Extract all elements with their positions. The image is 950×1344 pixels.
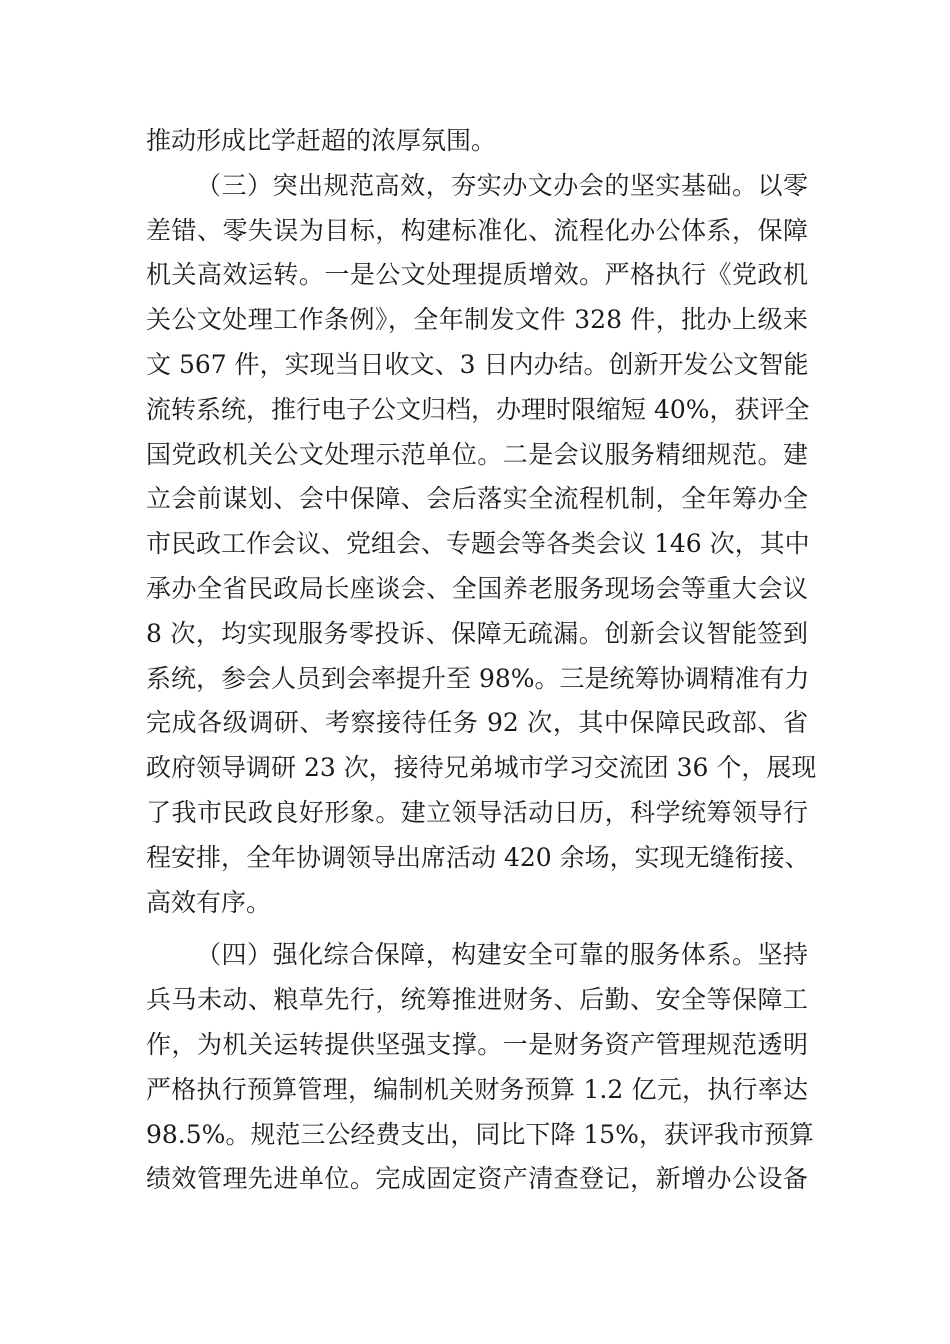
text-line: 政府领导调研 23 次，接待兄弟城市学习交流团 36 个，展现 (146, 753, 817, 783)
text-line: 国党政机关公文处理示范单位。二是会议服务精细规范。建 (146, 439, 808, 469)
text-line: 推动形成比学赶超的浓厚氛围。 (146, 126, 497, 155)
text-line: 流转系统，推行电子公文归档，办理时限缩短 40%，获评全 (146, 394, 810, 424)
text-line: 8 次，均实现服务零投诉、保障无疏漏。创新会议智能签到 (146, 618, 808, 648)
section-heading-line: （三）突出规范高效，夯实办文办会的坚实基础。以零 (196, 170, 808, 200)
text-line: 高效有序。 (146, 887, 272, 917)
text-line: 作，为机关运转提供坚强支撑。一是财务资产管理规范透明 (146, 1029, 808, 1059)
text-line: 98.5%。规范三公经费支出，同比下降 15%，获评我市预算 (146, 1119, 814, 1149)
text-line: 绩效管理先进单位。完成固定资产清查登记，新增办公设备 (146, 1164, 808, 1194)
text-line: 市民政工作会议、党组会、专题会等各类会议 146 次，其中 (146, 529, 810, 559)
text-line: 关公文处理工作条例》，全年制发文件 328 件，批办上级来 (146, 305, 808, 335)
text-line: 差错、零失误为目标，构建标准化、流程化办公体系，保障 (146, 215, 808, 245)
text-line: 机关高效运转。一是公文处理提质增效。严格执行《党政机 (146, 260, 808, 290)
text-line: 严格执行预算管理，编制机关财务预算 1.2 亿元，执行率达 (146, 1074, 808, 1104)
text-line: 兵马未动、粮草先行，统筹推进财务、后勤、安全等保障工 (146, 985, 808, 1015)
text-line: 文 567 件，实现当日收文、3 日内办结。创新开发公文智能 (146, 349, 809, 379)
text-line: 承办全省民政局长座谈会、全国养老服务现场会等重大会议 (146, 573, 808, 603)
text-line: 程安排，全年协调领导出席活动 420 余场，实现无缝衔接、 (146, 842, 810, 872)
text-line: 系统，参会人员到会率提升至 98%。三是统筹协调精准有力 (146, 663, 810, 693)
text-line: 完成各级调研、考察接待任务 92 次，其中保障民政部、省 (146, 708, 808, 738)
text-line: 立会前谋划、会中保障、会后落实全流程机制，全年筹办全 (146, 484, 808, 514)
paragraph-spacer (146, 925, 808, 933)
body-text (146, 119, 817, 1202)
section-heading-line: （四）强化综合保障，构建安全可靠的服务体系。坚持 (196, 940, 808, 970)
text-line: 了我市民政良好形象。建立领导活动日历，科学统筹领导行 (146, 797, 808, 827)
